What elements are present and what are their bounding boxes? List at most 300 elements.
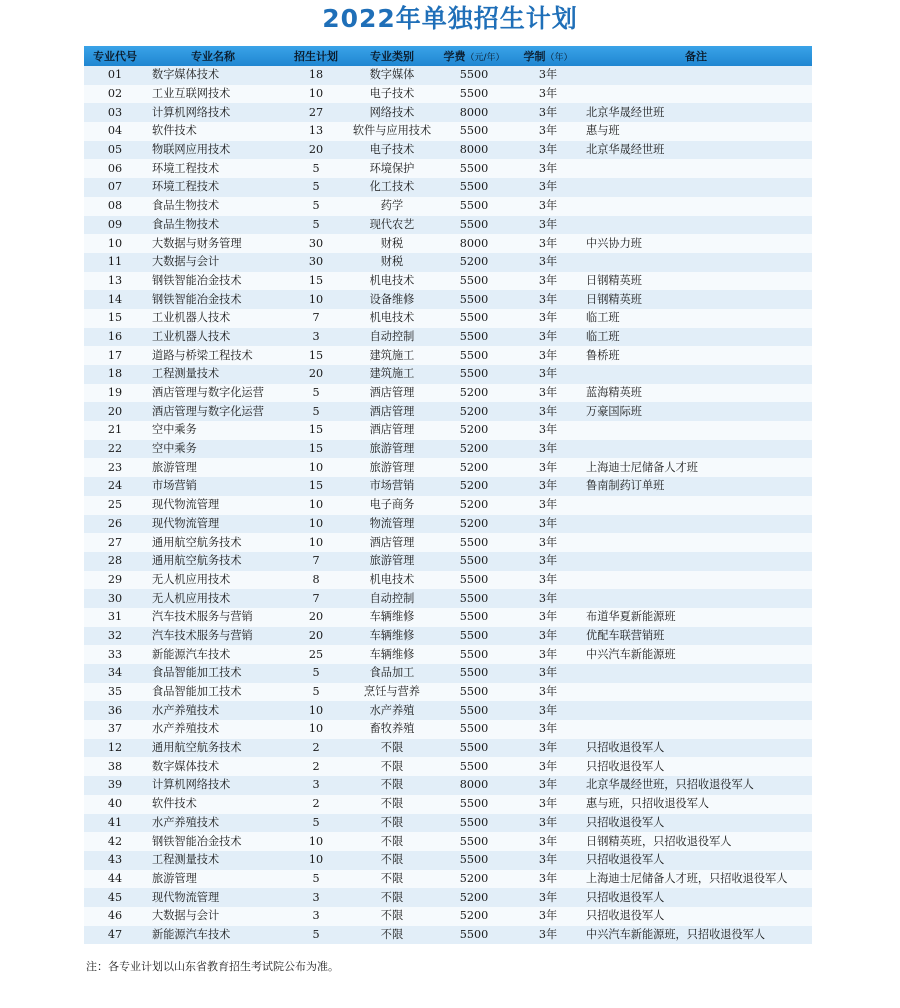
cell-code: 42 bbox=[107, 834, 123, 848]
cell-fee: 5500 bbox=[459, 722, 489, 736]
cell-category: 车辆维修 bbox=[369, 628, 415, 642]
footnote: 注：各专业计划以山东省教育招生考试院公布为准。 bbox=[86, 960, 339, 973]
header-category: 专业类别 bbox=[352, 46, 432, 66]
cell-length: 3年 bbox=[538, 479, 558, 493]
cell-name: 现代物流管理 bbox=[152, 498, 220, 512]
cell-category: 旅游管理 bbox=[369, 442, 415, 456]
cell-name: 道路与桥梁工程技术 bbox=[152, 348, 253, 362]
cell-note bbox=[580, 197, 812, 216]
cell-code: 11 bbox=[107, 255, 123, 269]
table-row bbox=[84, 141, 812, 160]
cell-length: 3年 bbox=[538, 124, 558, 138]
cell-code: 36 bbox=[107, 703, 123, 717]
cell-fee: 8000 bbox=[459, 778, 489, 792]
cell-code: 23 bbox=[107, 460, 123, 474]
cell-name: 通用航空航务技术 bbox=[152, 741, 242, 755]
cell-category: 车辆维修 bbox=[369, 610, 415, 624]
cell-note: 北京华晟经世班，只招收退役军人 bbox=[586, 778, 754, 792]
cell-plan: 5 bbox=[312, 199, 320, 213]
cell-name: 通用航空航务技术 bbox=[152, 554, 242, 568]
table-row bbox=[84, 197, 812, 216]
cell-category: 自动控制 bbox=[369, 591, 415, 605]
table-row bbox=[84, 290, 812, 309]
cell-name: 软件技术 bbox=[152, 797, 197, 811]
table-row bbox=[84, 346, 812, 365]
cell-length: 3年 bbox=[538, 834, 558, 848]
cell-plan: 7 bbox=[312, 591, 320, 605]
cell-length: 3年 bbox=[538, 143, 558, 157]
cell-code: 45 bbox=[107, 890, 123, 904]
cell-note bbox=[580, 683, 812, 702]
cell-category: 机电技术 bbox=[369, 273, 415, 287]
cell-code: 05 bbox=[107, 143, 123, 157]
cell-length: 3年 bbox=[538, 666, 558, 680]
cell-code: 46 bbox=[107, 909, 123, 923]
cell-name: 环境工程技术 bbox=[152, 161, 220, 175]
cell-fee: 5500 bbox=[459, 591, 489, 605]
cell-category: 化工技术 bbox=[369, 180, 415, 194]
cell-category: 旅游管理 bbox=[369, 460, 415, 474]
cell-code: 25 bbox=[107, 498, 123, 512]
cell-fee: 5200 bbox=[459, 404, 489, 418]
cell-code: 31 bbox=[107, 610, 123, 624]
cell-note bbox=[580, 159, 812, 178]
cell-category: 财税 bbox=[380, 255, 404, 269]
cell-note: 日钢精英班 bbox=[586, 273, 642, 287]
cell-name: 工业机器人技术 bbox=[152, 329, 231, 343]
cell-length: 3年 bbox=[538, 815, 558, 829]
cell-code: 40 bbox=[107, 797, 123, 811]
cell-note: 优配车联营销班 bbox=[586, 628, 665, 642]
cell-category: 数字媒体 bbox=[369, 68, 415, 82]
cell-fee: 5500 bbox=[459, 217, 489, 231]
cell-fee: 5500 bbox=[459, 161, 489, 175]
cell-code: 12 bbox=[107, 741, 123, 755]
cell-fee: 5500 bbox=[459, 367, 489, 381]
cell-length: 3年 bbox=[538, 890, 558, 904]
cell-category: 不限 bbox=[380, 741, 404, 755]
table-row bbox=[84, 103, 812, 122]
header-note: 备注 bbox=[580, 46, 812, 66]
cell-length: 3年 bbox=[538, 797, 558, 811]
table-row bbox=[84, 328, 812, 347]
cell-name: 新能源汽车技术 bbox=[152, 927, 231, 941]
cell-code: 16 bbox=[107, 329, 123, 343]
cell-length: 3年 bbox=[538, 329, 558, 343]
table-row bbox=[84, 440, 812, 459]
cell-fee: 5500 bbox=[459, 628, 489, 642]
cell-note: 鲁桥班 bbox=[586, 348, 620, 362]
cell-name: 酒店管理与数字化运营 bbox=[152, 386, 264, 400]
cell-category: 水产养殖 bbox=[369, 703, 415, 717]
header-fee bbox=[432, 46, 516, 66]
cell-name: 水产养殖技术 bbox=[152, 815, 220, 829]
cell-fee: 5500 bbox=[459, 180, 489, 194]
cell-code: 17 bbox=[107, 348, 123, 362]
table-row bbox=[84, 589, 812, 608]
cell-fee: 5200 bbox=[459, 442, 489, 456]
cell-note: 临工班 bbox=[586, 329, 620, 343]
cell-category: 建筑施工 bbox=[369, 348, 415, 362]
cell-plan: 10 bbox=[308, 516, 324, 530]
cell-name: 数字媒体技术 bbox=[152, 759, 220, 773]
cell-code: 19 bbox=[107, 386, 123, 400]
cell-note: 日钢精英班，只招收退役军人 bbox=[586, 834, 732, 848]
cell-note: 只招收退役军人 bbox=[586, 909, 665, 923]
cell-code: 09 bbox=[107, 217, 123, 231]
table-row bbox=[84, 645, 812, 664]
cell-note: 日钢精英班 bbox=[586, 292, 642, 306]
table-row bbox=[84, 384, 812, 403]
cell-category: 设备维修 bbox=[369, 292, 415, 306]
cell-length: 3年 bbox=[538, 927, 558, 941]
cell-category: 软件与应用技术 bbox=[352, 124, 432, 138]
table-row bbox=[84, 159, 812, 178]
cell-note bbox=[580, 66, 812, 85]
cell-length: 3年 bbox=[538, 535, 558, 549]
table-row bbox=[84, 814, 812, 833]
cell-note bbox=[580, 496, 812, 515]
cell-fee: 5500 bbox=[459, 292, 489, 306]
cell-category: 环境保护 bbox=[369, 161, 415, 175]
cell-length: 3年 bbox=[538, 367, 558, 381]
cell-plan: 15 bbox=[308, 348, 324, 362]
cell-category: 不限 bbox=[380, 927, 404, 941]
cell-code: 14 bbox=[107, 292, 123, 306]
cell-note: 万豪国际班 bbox=[586, 404, 642, 418]
cell-note: 蓝海精英班 bbox=[586, 386, 642, 400]
cell-category: 机电技术 bbox=[369, 572, 415, 586]
cell-name: 工程测量技术 bbox=[152, 853, 220, 867]
cell-length: 3年 bbox=[538, 348, 558, 362]
enrollment-plan-table bbox=[84, 46, 812, 944]
table-row bbox=[84, 421, 812, 440]
cell-fee: 5500 bbox=[459, 329, 489, 343]
cell-code: 13 bbox=[107, 273, 123, 287]
cell-fee: 5200 bbox=[459, 460, 489, 474]
cell-note bbox=[580, 421, 812, 440]
cell-length: 3年 bbox=[538, 442, 558, 456]
cell-category: 不限 bbox=[380, 871, 404, 885]
cell-category: 不限 bbox=[380, 797, 404, 811]
cell-length: 3年 bbox=[538, 217, 558, 231]
table-row bbox=[84, 178, 812, 197]
cell-fee: 5200 bbox=[459, 909, 489, 923]
cell-name: 环境工程技术 bbox=[152, 180, 220, 194]
table-row bbox=[84, 757, 812, 776]
cell-name: 新能源汽车技术 bbox=[152, 647, 231, 661]
cell-fee: 5500 bbox=[459, 703, 489, 717]
cell-length: 3年 bbox=[538, 853, 558, 867]
cell-code: 15 bbox=[107, 311, 123, 325]
cell-length: 3年 bbox=[538, 909, 558, 923]
cell-fee: 5500 bbox=[459, 853, 489, 867]
cell-plan: 10 bbox=[308, 498, 324, 512]
table-row bbox=[84, 608, 812, 627]
cell-code: 22 bbox=[107, 442, 123, 456]
cell-length: 3年 bbox=[538, 460, 558, 474]
cell-plan: 3 bbox=[312, 778, 320, 792]
cell-note: 上海迪士尼储备人才班 bbox=[586, 460, 698, 474]
cell-fee: 5500 bbox=[459, 124, 489, 138]
cell-fee: 8000 bbox=[459, 143, 489, 157]
table-row bbox=[84, 851, 812, 870]
cell-category: 电子技术 bbox=[369, 87, 415, 101]
cell-code: 29 bbox=[107, 572, 123, 586]
cell-category: 财税 bbox=[380, 236, 404, 250]
cell-fee: 5500 bbox=[459, 666, 489, 680]
cell-category: 车辆维修 bbox=[369, 647, 415, 661]
cell-fee: 5500 bbox=[459, 927, 489, 941]
cell-fee: 5500 bbox=[459, 815, 489, 829]
table-row bbox=[84, 309, 812, 328]
cell-code: 18 bbox=[107, 367, 123, 381]
cell-plan: 15 bbox=[308, 423, 324, 437]
cell-length: 3年 bbox=[538, 199, 558, 213]
cell-category: 电子技术 bbox=[369, 143, 415, 157]
cell-note: 只招收退役军人 bbox=[586, 741, 665, 755]
table-row bbox=[84, 888, 812, 907]
cell-length: 3年 bbox=[538, 255, 558, 269]
cell-fee: 5500 bbox=[459, 311, 489, 325]
cell-category: 机电技术 bbox=[369, 311, 415, 325]
cell-fee: 5500 bbox=[459, 759, 489, 773]
cell-length: 3年 bbox=[538, 180, 558, 194]
cell-category: 现代农艺 bbox=[369, 217, 415, 231]
table-row bbox=[84, 870, 812, 889]
table-row bbox=[84, 795, 812, 814]
cell-length: 3年 bbox=[538, 591, 558, 605]
cell-name: 空中乘务 bbox=[152, 442, 197, 456]
table-row bbox=[84, 907, 812, 926]
cell-category: 自动控制 bbox=[369, 329, 415, 343]
cell-name: 大数据与财务管理 bbox=[152, 236, 242, 250]
cell-length: 3年 bbox=[538, 554, 558, 568]
table-row bbox=[84, 515, 812, 534]
table-row bbox=[84, 122, 812, 141]
header-fee-unit: （元/年） bbox=[465, 53, 505, 63]
cell-code: 02 bbox=[107, 87, 123, 101]
cell-category: 不限 bbox=[380, 815, 404, 829]
cell-note bbox=[580, 664, 812, 683]
cell-category: 不限 bbox=[380, 909, 404, 923]
cell-length: 3年 bbox=[538, 161, 558, 175]
cell-name: 食品生物技术 bbox=[152, 199, 220, 213]
cell-fee: 5500 bbox=[459, 685, 489, 699]
cell-code: 38 bbox=[107, 759, 123, 773]
header-length-unit: （年） bbox=[545, 53, 573, 63]
table-row bbox=[84, 664, 812, 683]
cell-note bbox=[580, 178, 812, 197]
cell-length: 3年 bbox=[538, 647, 558, 661]
cell-plan: 10 bbox=[308, 535, 324, 549]
cell-fee: 5200 bbox=[459, 871, 489, 885]
cell-code: 06 bbox=[107, 161, 123, 175]
cell-plan: 15 bbox=[308, 442, 324, 456]
cell-note: 北京华晟经世班 bbox=[586, 143, 665, 157]
cell-plan: 5 bbox=[312, 815, 320, 829]
cell-fee: 5200 bbox=[459, 479, 489, 493]
cell-length: 3年 bbox=[538, 292, 558, 306]
cell-plan: 20 bbox=[308, 367, 324, 381]
cell-plan: 5 bbox=[312, 666, 320, 680]
cell-note: 惠与班 bbox=[586, 124, 620, 138]
cell-length: 3年 bbox=[538, 273, 558, 287]
cell-plan: 5 bbox=[312, 871, 320, 885]
cell-plan: 8 bbox=[312, 572, 320, 586]
page-title: 2022年单独招生计划 bbox=[322, 4, 578, 33]
table-row bbox=[84, 66, 812, 85]
cell-category: 建筑施工 bbox=[369, 367, 415, 381]
table-row bbox=[84, 926, 812, 945]
cell-name: 钢铁智能冶金技术 bbox=[152, 292, 242, 306]
cell-code: 35 bbox=[107, 685, 123, 699]
cell-fee: 5200 bbox=[459, 386, 489, 400]
table-row bbox=[84, 365, 812, 384]
cell-plan: 5 bbox=[312, 927, 320, 941]
cell-name: 大数据与会计 bbox=[152, 255, 220, 269]
cell-note bbox=[580, 515, 812, 534]
cell-name: 汽车技术服务与营销 bbox=[152, 628, 253, 642]
cell-fee: 5200 bbox=[459, 423, 489, 437]
cell-name: 食品生物技术 bbox=[152, 217, 220, 231]
cell-code: 37 bbox=[107, 722, 123, 736]
cell-length: 3年 bbox=[538, 871, 558, 885]
cell-note bbox=[580, 552, 812, 571]
cell-note bbox=[580, 85, 812, 104]
cell-plan: 3 bbox=[312, 909, 320, 923]
cell-fee: 5200 bbox=[459, 255, 489, 269]
cell-note: 惠与班，只招收退役军人 bbox=[586, 797, 710, 811]
header-code: 专业代号 bbox=[84, 46, 146, 66]
cell-note: 中兴汽车新能源班 bbox=[586, 647, 676, 661]
cell-category: 酒店管理 bbox=[369, 386, 415, 400]
cell-note bbox=[580, 589, 812, 608]
cell-length: 3年 bbox=[538, 236, 558, 250]
cell-note: 上海迪士尼储备人才班，只招收退役军人 bbox=[586, 871, 788, 885]
cell-plan: 27 bbox=[308, 105, 324, 119]
cell-category: 旅游管理 bbox=[369, 554, 415, 568]
cell-name: 无人机应用技术 bbox=[152, 591, 231, 605]
cell-fee: 5500 bbox=[459, 273, 489, 287]
cell-plan: 18 bbox=[308, 68, 324, 82]
cell-code: 04 bbox=[107, 124, 123, 138]
cell-fee: 5500 bbox=[459, 348, 489, 362]
cell-plan: 3 bbox=[312, 890, 320, 904]
cell-name: 汽车技术服务与营销 bbox=[152, 610, 253, 624]
cell-name: 工业互联网技术 bbox=[152, 87, 231, 101]
cell-note: 只招收退役军人 bbox=[586, 759, 665, 773]
cell-fee: 5500 bbox=[459, 68, 489, 82]
cell-code: 41 bbox=[107, 815, 123, 829]
cell-code: 43 bbox=[107, 853, 123, 867]
cell-length: 3年 bbox=[538, 628, 558, 642]
cell-name: 工程测量技术 bbox=[152, 367, 220, 381]
cell-name: 空中乘务 bbox=[152, 423, 197, 437]
cell-note bbox=[580, 533, 812, 552]
cell-category: 不限 bbox=[380, 853, 404, 867]
cell-category: 食品加工 bbox=[369, 666, 415, 680]
header-length bbox=[516, 46, 580, 66]
header-name: 专业名称 bbox=[146, 46, 280, 66]
table-row bbox=[84, 571, 812, 590]
cell-length: 3年 bbox=[538, 722, 558, 736]
cell-category: 不限 bbox=[380, 834, 404, 848]
cell-code: 47 bbox=[107, 927, 123, 941]
cell-category: 网络技术 bbox=[369, 105, 415, 119]
table-row bbox=[84, 85, 812, 104]
cell-fee: 5500 bbox=[459, 834, 489, 848]
cell-length: 3年 bbox=[538, 703, 558, 717]
cell-plan: 10 bbox=[308, 853, 324, 867]
cell-fee: 5500 bbox=[459, 797, 489, 811]
cell-category: 不限 bbox=[380, 759, 404, 773]
table-row bbox=[84, 533, 812, 552]
cell-name: 无人机应用技术 bbox=[152, 572, 231, 586]
cell-plan: 30 bbox=[308, 255, 324, 269]
cell-plan: 5 bbox=[312, 386, 320, 400]
cell-note bbox=[580, 571, 812, 590]
cell-code: 44 bbox=[107, 871, 123, 885]
cell-category: 酒店管理 bbox=[369, 423, 415, 437]
cell-note: 临工班 bbox=[586, 311, 620, 325]
cell-name: 物联网应用技术 bbox=[152, 143, 231, 157]
table-row bbox=[84, 234, 812, 253]
cell-code: 07 bbox=[107, 180, 123, 194]
cell-plan: 20 bbox=[308, 628, 324, 642]
cell-category: 不限 bbox=[380, 778, 404, 792]
cell-plan: 20 bbox=[308, 143, 324, 157]
cell-fee: 5200 bbox=[459, 498, 489, 512]
header-fee-label: 学费 bbox=[443, 50, 466, 63]
cell-plan: 30 bbox=[308, 236, 324, 250]
cell-category: 酒店管理 bbox=[369, 404, 415, 418]
cell-plan: 25 bbox=[308, 647, 324, 661]
cell-length: 3年 bbox=[538, 386, 558, 400]
cell-name: 食品智能加工技术 bbox=[152, 685, 242, 699]
cell-length: 3年 bbox=[538, 87, 558, 101]
cell-name: 市场营销 bbox=[152, 479, 197, 493]
cell-plan: 10 bbox=[308, 703, 324, 717]
table-header bbox=[84, 46, 812, 66]
cell-name: 计算机网络技术 bbox=[152, 778, 231, 792]
cell-code: 08 bbox=[107, 199, 123, 213]
cell-fee: 5200 bbox=[459, 516, 489, 530]
cell-name: 现代物流管理 bbox=[152, 890, 220, 904]
cell-plan: 10 bbox=[308, 292, 324, 306]
cell-length: 3年 bbox=[538, 759, 558, 773]
cell-note: 中兴汽车新能源班，只招收退役军人 bbox=[586, 927, 766, 941]
cell-length: 3年 bbox=[538, 610, 558, 624]
cell-note: 只招收退役军人 bbox=[586, 815, 665, 829]
cell-plan: 10 bbox=[308, 460, 324, 474]
cell-plan: 2 bbox=[312, 759, 320, 773]
cell-name: 食品智能加工技术 bbox=[152, 666, 242, 680]
cell-code: 21 bbox=[107, 423, 123, 437]
cell-fee: 5500 bbox=[459, 572, 489, 586]
cell-fee: 8000 bbox=[459, 236, 489, 250]
cell-length: 3年 bbox=[538, 778, 558, 792]
cell-note bbox=[580, 440, 812, 459]
cell-code: 10 bbox=[107, 236, 123, 250]
cell-note: 北京华晟经世班 bbox=[586, 105, 665, 119]
cell-plan: 5 bbox=[312, 404, 320, 418]
table-body bbox=[84, 66, 812, 944]
cell-plan: 10 bbox=[308, 87, 324, 101]
cell-note bbox=[580, 365, 812, 384]
cell-name: 通用航空航务技术 bbox=[152, 535, 242, 549]
cell-plan: 7 bbox=[312, 311, 320, 325]
